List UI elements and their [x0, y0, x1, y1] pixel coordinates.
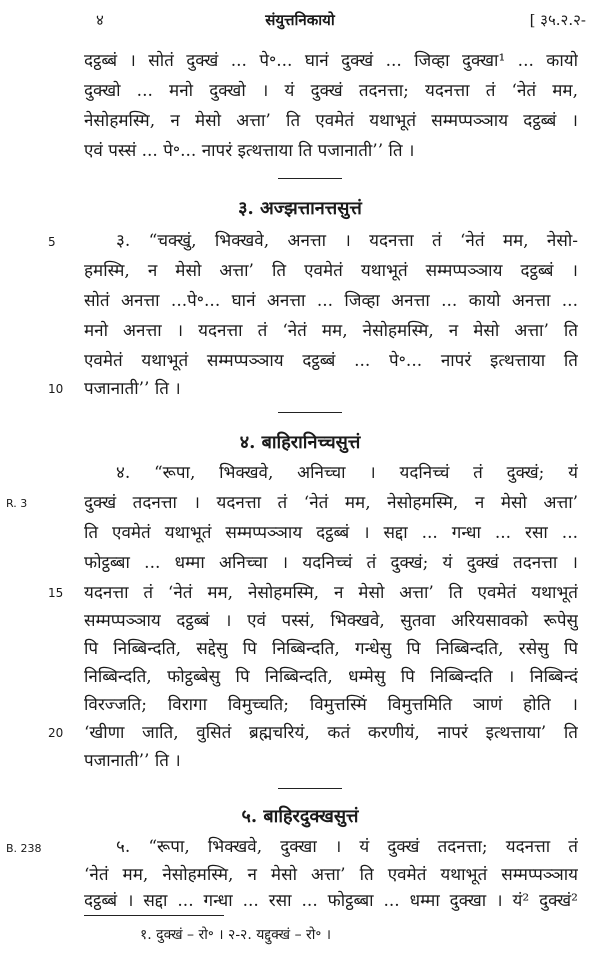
text-line: दट्ठब्बं । सद्दा ... गन्धा ... रसा ... फोट्ठब्बा ... धम्मा दुक्खा । यं² दुक्खं² — [84, 891, 578, 911]
line-number: 15 — [48, 586, 64, 600]
section-heading: ५. बाहिरदुक्खसुत्तं — [241, 806, 359, 827]
page-header — [0, 10, 600, 34]
text-line: ५. “रूपा, भिक्खवे, दुक्खा । यं दुक्खं तदनत्ता; यदनत्ता तं — [116, 837, 578, 857]
text-line: ‘खीणा जाति, वुसितं ब्रह्मचरियं, कतं करणीयं, नापरं इत्थत्ताया’ ति — [84, 723, 578, 743]
page-number: ४ — [96, 11, 104, 29]
section-divider — [278, 178, 342, 179]
text-line: हमस्मि, न मेसो अत्ता’ ति एवमेतं यथाभूतं सम्मप्पञ्ञाय दट्ठब्बं । — [84, 261, 578, 281]
section-divider — [278, 412, 342, 413]
text-line: एवमेतं यथाभूतं सम्मप्पञ्ञाय दट्ठब्बं ... पे॰... नापरं इत्थत्ताया ति — [84, 351, 578, 371]
text-line: फोट्ठब्बा ... धम्मा अनिच्चा । यदनिच्चं तं दुक्खं; यं दुक्खं तदनत्ता । — [84, 553, 578, 573]
text-line: पजानाती’’ ति । — [84, 379, 181, 399]
text-line: ‘नेतं मम, नेसोहमस्मि, न मेसो अत्ता’ ति एवमेतं यथाभूतं सम्मप्पञ्ञाय — [84, 865, 578, 885]
text-line: विरज्जति; विरागा विमुच्चति; विमुत्तस्मिं विमुत्तमिति ञाणं होति । — [84, 695, 578, 715]
text-line: एवं पस्सं ... पे॰... नापरं इत्थत्ताया ति पजानाती’’ ति । — [84, 141, 415, 161]
section-heading: ४. बाहिरानिच्चसुत्तं — [239, 432, 361, 453]
text-line: मनो अनत्ता । यदनत्ता तं ‘नेतं मम, नेसोहमस्मि, न मेसो अत्ता’ ति — [84, 321, 578, 341]
text-line: ति एवमेतं यथाभूतं सम्मप्पञ्ञाय दट्ठब्बं । सद्दा ... गन्धा ... रसा ... — [84, 523, 578, 543]
running-title: संयुत्तनिकायो — [265, 11, 335, 29]
text-line: पि निब्बिन्दति, सद्देसु पि निब्बिन्दति, गन्धेसु पि निब्बिन्दति, रसेसु पि — [84, 639, 578, 659]
section-heading: ३. अज्झत्तानत्तसुत्तं — [238, 198, 362, 219]
text-line: दुक्खो ... मनो दुक्खो । यं दुक्खं तदनत्ता; यदनत्ता तं ‘नेतं मम, — [84, 81, 578, 101]
line-number: 10 — [48, 382, 64, 396]
margin-reference: R. 3 — [6, 497, 28, 510]
text-line: यदनत्ता तं ‘नेतं मम, नेसोहमस्मि, न मेसो अत्ता’ ति एवमेतं यथाभूतं — [84, 583, 578, 603]
footnote: १. दुक्खं – रो॰ । २-२. यद्दुक्खं – रो॰ । — [140, 927, 332, 943]
text-line: नेसोहमस्मि, न मेसो अत्ता’ ति एवमेतं यथाभूतं सम्मप्पञ्ञाय दट्ठब्बं । — [84, 111, 578, 131]
section-reference: [ ३५.२.२- — [529, 11, 586, 29]
section-divider — [278, 788, 342, 789]
text-line: ४. “रूपा, भिक्खवे, अनिच्चा । यदनिच्चं तं दुक्खं; यं — [116, 463, 578, 483]
text-line: सम्मप्पञ्ञाय दट्ठब्बं । एवं पस्सं, भिक्खवे, सुतवा अरियसावको रूपेसु — [84, 611, 578, 631]
text-line: सोतं अनत्ता ...पे॰... घानं अनत्ता ... जिव्हा अनत्ता ... कायो अनत्ता ... — [84, 291, 578, 311]
text-line: निब्बिन्दति, फोट्ठब्बेसु पि निब्बिन्दति, धम्मेसु पि निब्बिन्दति । निब्बिन्दं — [84, 667, 578, 687]
line-number: 20 — [48, 726, 64, 740]
text-line: पजानाती’’ ति । — [84, 751, 181, 771]
margin-reference: B. 238 — [6, 842, 42, 855]
text-line: ३. “चक्खुं, भिक्खवे, अनत्ता । यदनत्ता तं ‘नेतं मम, नेसो- — [116, 231, 578, 251]
line-number: 5 — [48, 235, 56, 249]
footnote-rule — [84, 915, 224, 916]
text-line: दट्ठब्बं । सोतं दुक्खं ... पे॰... घानं दुक्खं ... जिव्हा दुक्खा¹ ... कायो — [84, 51, 578, 71]
text-line: दुक्खं तदनत्ता । यदनत्ता तं ‘नेतं मम, नेसोहमस्मि, न मेसो अत्ता’ — [84, 493, 578, 513]
